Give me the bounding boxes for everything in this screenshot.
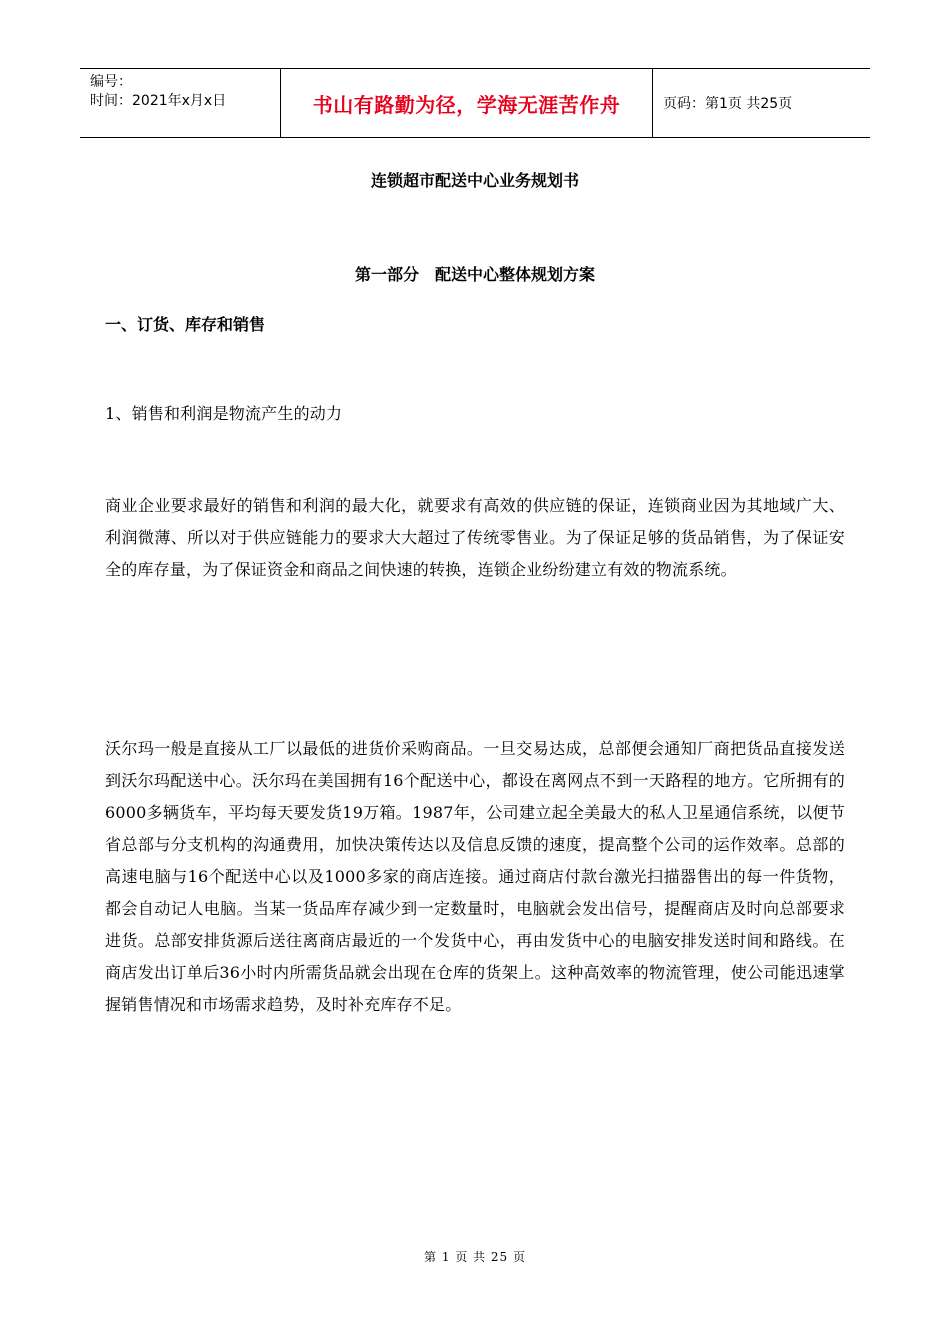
page-header <box>80 68 870 138</box>
part-title: 第一部分 配送中心整体规划方案 <box>354 265 595 284</box>
document-title: 连锁超市配送中心业务规划书 <box>370 171 579 190</box>
page-footer: 第 1 页 共 25 页 <box>424 1250 526 1264</box>
header-page-info: 页码：第1页 共25页 <box>663 96 793 112</box>
header-motto: 书山有路勤为径，学海无涯苦作舟 <box>280 69 653 137</box>
number-label: 编号： <box>90 74 132 90</box>
date-label: 时间：2021年x月x日 <box>90 93 227 109</box>
paragraph-1: 商业企业要求最好的销售和利润的最大化，就要求有高效的供应链的保证，连锁商业因为其地域广大、利润微薄、所以对于供应链能力的要求大大超过了传统零售业。为了保证足够的货品销售，为了保证安全的库存量，为了保证资金和商品之间快速的转换，连锁企业纷纷建立有效的物流系统。 <box>105 496 845 579</box>
header-left-cell <box>80 69 280 137</box>
section-heading: 一、订货、库存和销售 <box>105 315 266 334</box>
subheading: 1、销售和利润是物流产生的动力 <box>105 404 343 423</box>
paragraph-2: 沃尔玛一般是直接从工厂以最低的进货价采购商品。一旦交易达成，总部便会通知厂商把货品直接发送到沃尔玛配送中心。沃尔玛在美国拥有16个配送中心，都设在离网点不到一天路程的地方。它所拥有的6000多辆货车，平均每天要发货19万箱。1987年，公司建立起全美最大的私人卫星通信系统，以便节省总部与分支机构的沟通费用，加快决策传达以及信息反馈的速度，提高整个公司的运作效率。总部的高速电脑与16个配送中心以及1000多家的商店连接。通过商店付款台激光扫描器售出的每一件货物，都会自动记人电脑。当某一货品库存减少到一定数量时，电脑就会发出信号，提醒商店及时向总部要求进货。总部安排货源后送往离商店最近的一个发货中心，再由发货中心的电脑安排发送时间和路线。在商店发出订单后36小时内所需货品就会出现在仓库的货架上。这种高效率的物流管理，使公司能迅速掌握销售情况和市场需求趋势，及时补充库存不足。 <box>105 739 845 1014</box>
